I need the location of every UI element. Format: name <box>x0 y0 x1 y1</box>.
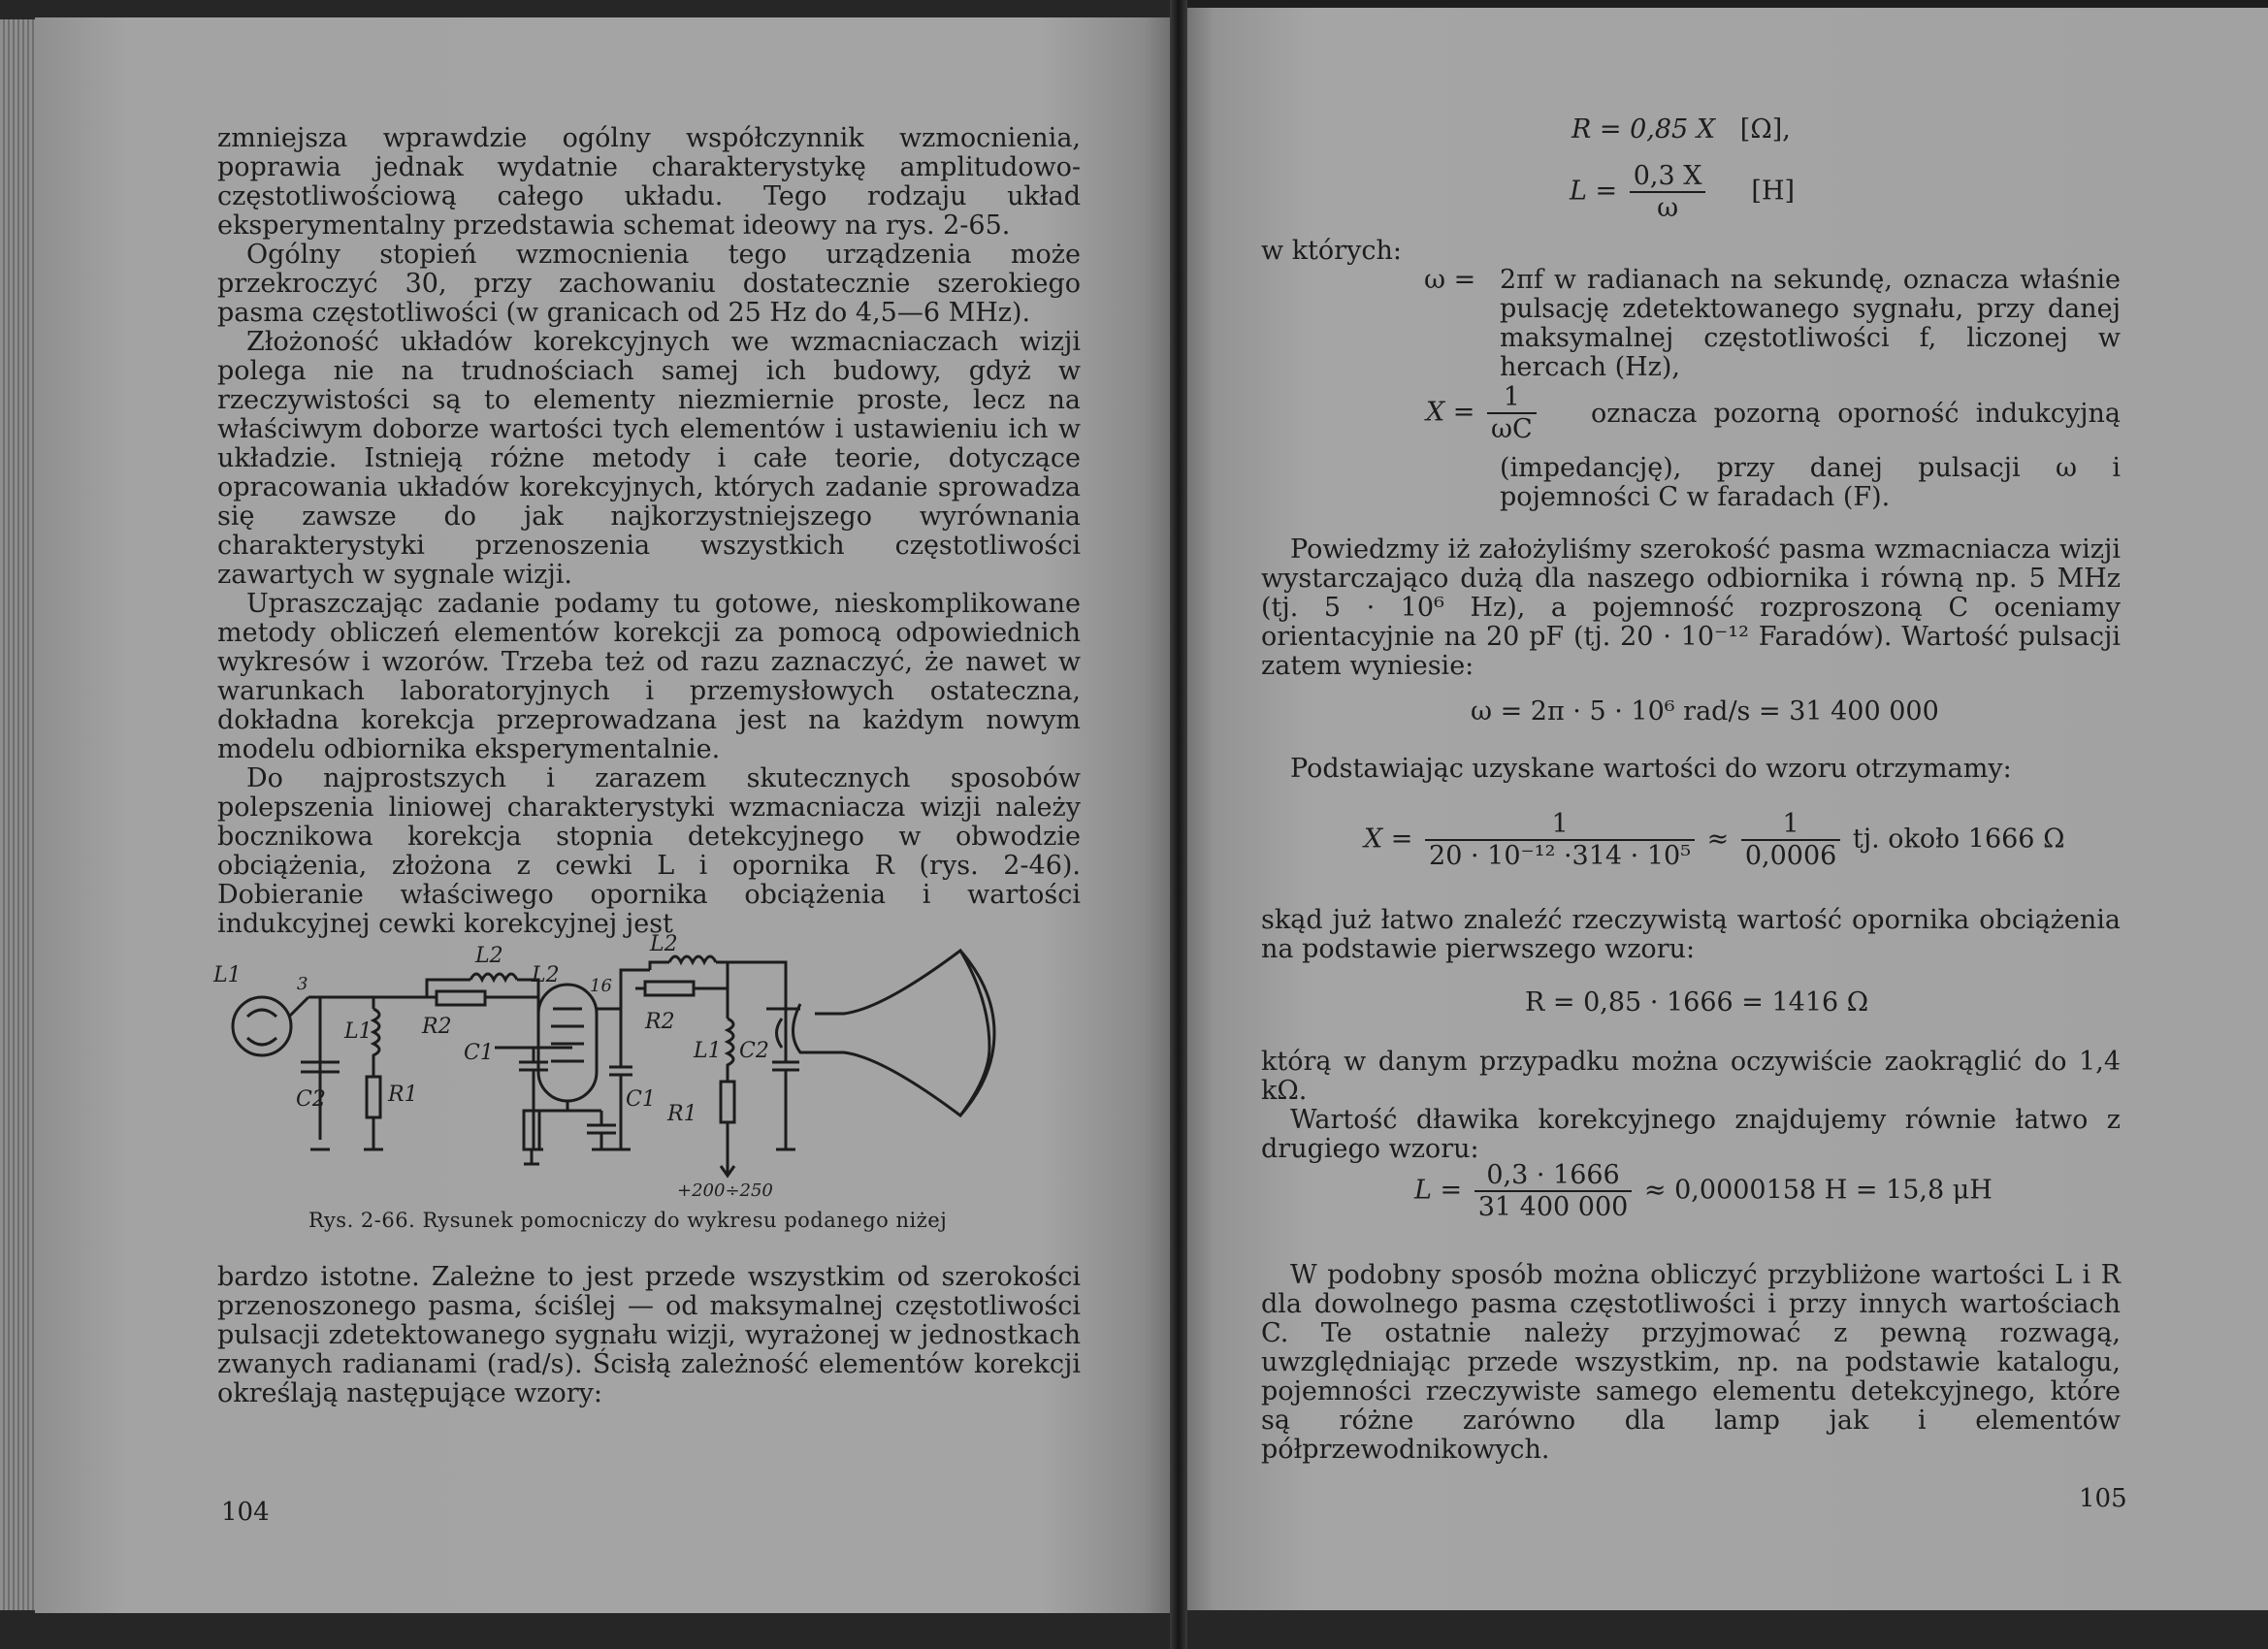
coil-l1-right <box>728 1018 733 1072</box>
figure-caption: Rys. 2-66. Rysunek pomocniczy do wykresu podanego niżej <box>308 1209 948 1232</box>
label-c2: C2 <box>296 1087 326 1112</box>
para-round <box>1261 1048 2121 1164</box>
paragraph: bardzo istotne. Zależne to jest przede wszystkim od szerokości przenoszonego pasma, ściślej — od maksymalnej częstotliwości pulsacji zdetektowanego sygnału wizji, wyrażonej w jednostkach zwanych radianami (rad/s). Ścisłą zależność elementów korekcji określają następujące wzory: <box>217 1262 1081 1408</box>
eq-l-num: 0,3 · 1666 <box>1474 1160 1633 1192</box>
label-l2-tube: L2 <box>532 963 560 987</box>
paragraph: W podobny sposób można obliczyć przybliżone wartości L i R dla dowolnego pasma częstotliwości i przy innych wartościach C. Te ostatnie należy przyjmować z pewną rozwagą, uwzględniając przede wszystkim, np. na podstawie katalogu, pojemności rzeczywiste samego elementu detekcyjnego, które są różne zarówno dla lamp jak i elementów półprzewodnikowych. <box>1261 1260 2121 1465</box>
label-supply: +200÷250 <box>677 1180 773 1201</box>
formula-r <box>1571 114 1791 145</box>
book-gutter <box>1170 0 1187 1649</box>
resistor-r2-right <box>645 982 694 995</box>
eq-l-fraction <box>1474 1160 1633 1222</box>
para-subst <box>1261 755 2121 784</box>
paragraph: zmniejsza wprawdzie ogólny współczynnik wzmocnienia, poprawia jednak wydatnie charakterystykę amplitudowo-częstotliwościową całego układu. Tego rodzaju układ eksperymentalny przedstawia schemat ideowy na rys. 2-65. <box>217 123 1081 241</box>
coil-l2-left <box>470 974 517 980</box>
resistor-r1-left <box>367 1077 380 1117</box>
page-number-right: 105 <box>2079 1484 2127 1513</box>
eq-l-lhs: L = <box>1414 1175 1463 1206</box>
def-x-rest <box>1500 454 2121 512</box>
formula-l-lhs: L = <box>1570 176 1618 207</box>
where-label: w których: <box>1261 236 1402 266</box>
eq-x-approx: ≈ <box>1706 824 1730 855</box>
eq-x-den1: 20 · 10⁻¹² ·314 · 10⁵ <box>1429 841 1692 871</box>
label-r1: R1 <box>388 1083 418 1107</box>
label-c2-b: C2 <box>739 1039 769 1063</box>
def-x-fraction <box>1487 382 1537 444</box>
diode-tube <box>233 997 291 1055</box>
def-omega-text <box>1500 266 2121 382</box>
label-r1-b: R1 <box>667 1102 697 1126</box>
paragraph: Powiedzmy iż założyliśmy szerokość pasma wzmacniacza wizji wystarczająco dużą dla naszego odbiornika i równą np. 5 MHz (tj. 5 · 10⁶ Hz), a pojemność rozproszoną C oceniamy orientacyjnie na 20 pF (tj. 20 · 10⁻¹² Faradów). Wartość pulsacji zatem wyniesie: <box>1261 534 2121 681</box>
eq-omega: ω = 2π · 5 · 10⁶ rad/s = 31 400 000 <box>1471 696 1939 727</box>
label-coil-l1: L1 <box>344 1019 373 1044</box>
formula-l-fraction <box>1630 161 1706 223</box>
eq-l-den: 31 400 000 <box>1477 1192 1629 1222</box>
formula-r-unit: [Ω], <box>1739 114 1791 145</box>
def-x-symbol: X = <box>1426 397 1475 428</box>
def-omega-body: 2πf w radianach na sekundę, oznacza właśnie pulsację zdetektowanego sygnału, przy danej maksymalnej częstotliwości f, liczonej w hercach (Hz), <box>1500 265 2121 382</box>
label-c1: C1 <box>464 1041 494 1065</box>
paragraph: Do najprostszych i zarazem skutecznych sposobów polepszenia liniowej charakterystyki wzmacniacza wizji należy bocznikowa korekcja stopnia detekcyjnego w obwodzie obciążenia, złożona z cewki L i opornika R (rys. 2-46). Dobieranie właściwego opornika obciążenia i wartości indukcyjnej cewki korekcyjnej jest <box>217 763 1081 939</box>
def-x-line1 <box>1591 400 2121 429</box>
label-pin16: 16 <box>590 976 612 996</box>
para-final <box>1261 1261 2121 1465</box>
label-coil-l1-b: L1 <box>694 1039 722 1063</box>
eq-l <box>1414 1160 1993 1222</box>
circuit-diagram <box>204 912 1077 1203</box>
formula-l-unit: [H] <box>1751 176 1796 207</box>
label-r2-b: R2 <box>645 1010 675 1034</box>
eq-x-num1: 1 <box>1425 809 1695 841</box>
coil-l1-left <box>373 1009 379 1062</box>
label-c1-b: C1 <box>626 1087 656 1112</box>
paragraph: skąd już łatwo znaleźć rzeczywistą wartość opornika obciążenia na podstawie pierwszego wzoru: <box>1261 905 2121 964</box>
eq-x-lhs: X = <box>1364 824 1413 855</box>
label-coil-l2: L2 <box>475 944 503 968</box>
label-pin3: 3 <box>297 974 308 994</box>
def-x <box>1426 382 1540 444</box>
para-easy <box>1261 906 2121 964</box>
paragraph: Wartość dławika korekcyjnego znajdujemy równie łatwo z drugiego wzoru: <box>1261 1105 2121 1164</box>
paragraph: Ogólny stopień wzmocnienia tego urządzenia może przekroczyć 30, przy zachowaniu dostatecznie szerokiego pasma częstotliwości (w granicach od 25 Hz do 4,5—6 MHz). <box>217 240 1081 328</box>
eq-x-tail: tj. około 1666 Ω <box>1852 824 2065 855</box>
paragraph: Podstawiając uzyskane wartości do wzoru otrzymamy: <box>1290 754 2012 784</box>
formula-r-lhs: R = 0,85 X <box>1571 114 1716 145</box>
def-x-text-line1: oznacza pozorną oporność indukcyjną <box>1591 399 2121 429</box>
def-x-den: ωC <box>1491 414 1533 444</box>
eq-l-tail: ≈ 0,0000158 H = 15,8 μH <box>1643 1175 1993 1206</box>
paragraph: Upraszczając zadanie podamy tu gotowe, nieskomplikowane metody obliczeń elementów korekcji za pomocą odpowiednich wykresów i wzorów. Trzeba też od razu zaznaczyć, że nawet w warunkach laboratoryjnych i przemysłowych ostateczna, dokładna korekcja przeprowadzana jest na każdym nowym modelu odbiornika eksperymentalnie. <box>217 589 1081 764</box>
resistor-r1-right <box>721 1082 734 1122</box>
eq-x-num2: 1 <box>1741 809 1840 841</box>
paragraph: Złożoność układów korekcyjnych we wzmacniaczach wizji polega nie na trudnościach samej ich budowy, gdyż w rzeczywistości są to elementy niezmiernie proste, lecz na właściwym doborze wartości tych elementów i ustawieniu ich w układzie. Istnieją różne metody i całe teorie, dotyczące opracowania układów korekcyjnych, których zadanie sprowadza się zawsze do jak najkorzystniejszego wyrównania charakterystyki przenoszenia wszystkich częstotliwości zawartych w sygnale wizji. <box>217 327 1081 590</box>
resistor-r2-left <box>437 991 485 1005</box>
def-omega-symbol: ω = <box>1424 265 1476 295</box>
eq-x-den2: 0,0006 <box>1744 841 1837 871</box>
formula-l-den: ω <box>1657 193 1679 223</box>
eq-x <box>1364 809 2064 871</box>
left-text-top <box>217 124 1081 939</box>
crt-tube <box>794 951 990 1116</box>
page-number-left: 104 <box>221 1498 270 1527</box>
eq-x-fraction-1 <box>1425 809 1695 871</box>
formula-l <box>1570 161 1795 223</box>
eq-x-fraction-2 <box>1741 809 1840 871</box>
def-x-text-rest: (impedancję), przy danej pulsacji ω i pojemności C w faradach (F). <box>1500 453 2121 512</box>
label-coil-l2-b: L2 <box>650 932 678 956</box>
def-x-num: 1 <box>1487 382 1537 414</box>
coil-l2-right <box>669 956 716 962</box>
para-assume <box>1261 535 2121 681</box>
eq-r: R = 0,85 · 1666 = 1416 Ω <box>1525 987 1869 1018</box>
left-text-bottom <box>217 1263 1081 1408</box>
label-l1: L1 <box>213 963 242 987</box>
formula-l-num: 0,3 X <box>1630 161 1706 193</box>
paragraph: którą w danym przypadku można oczywiście zaokrąglić do 1,4 kΩ. <box>1261 1047 2121 1106</box>
label-r2: R2 <box>422 1015 452 1039</box>
